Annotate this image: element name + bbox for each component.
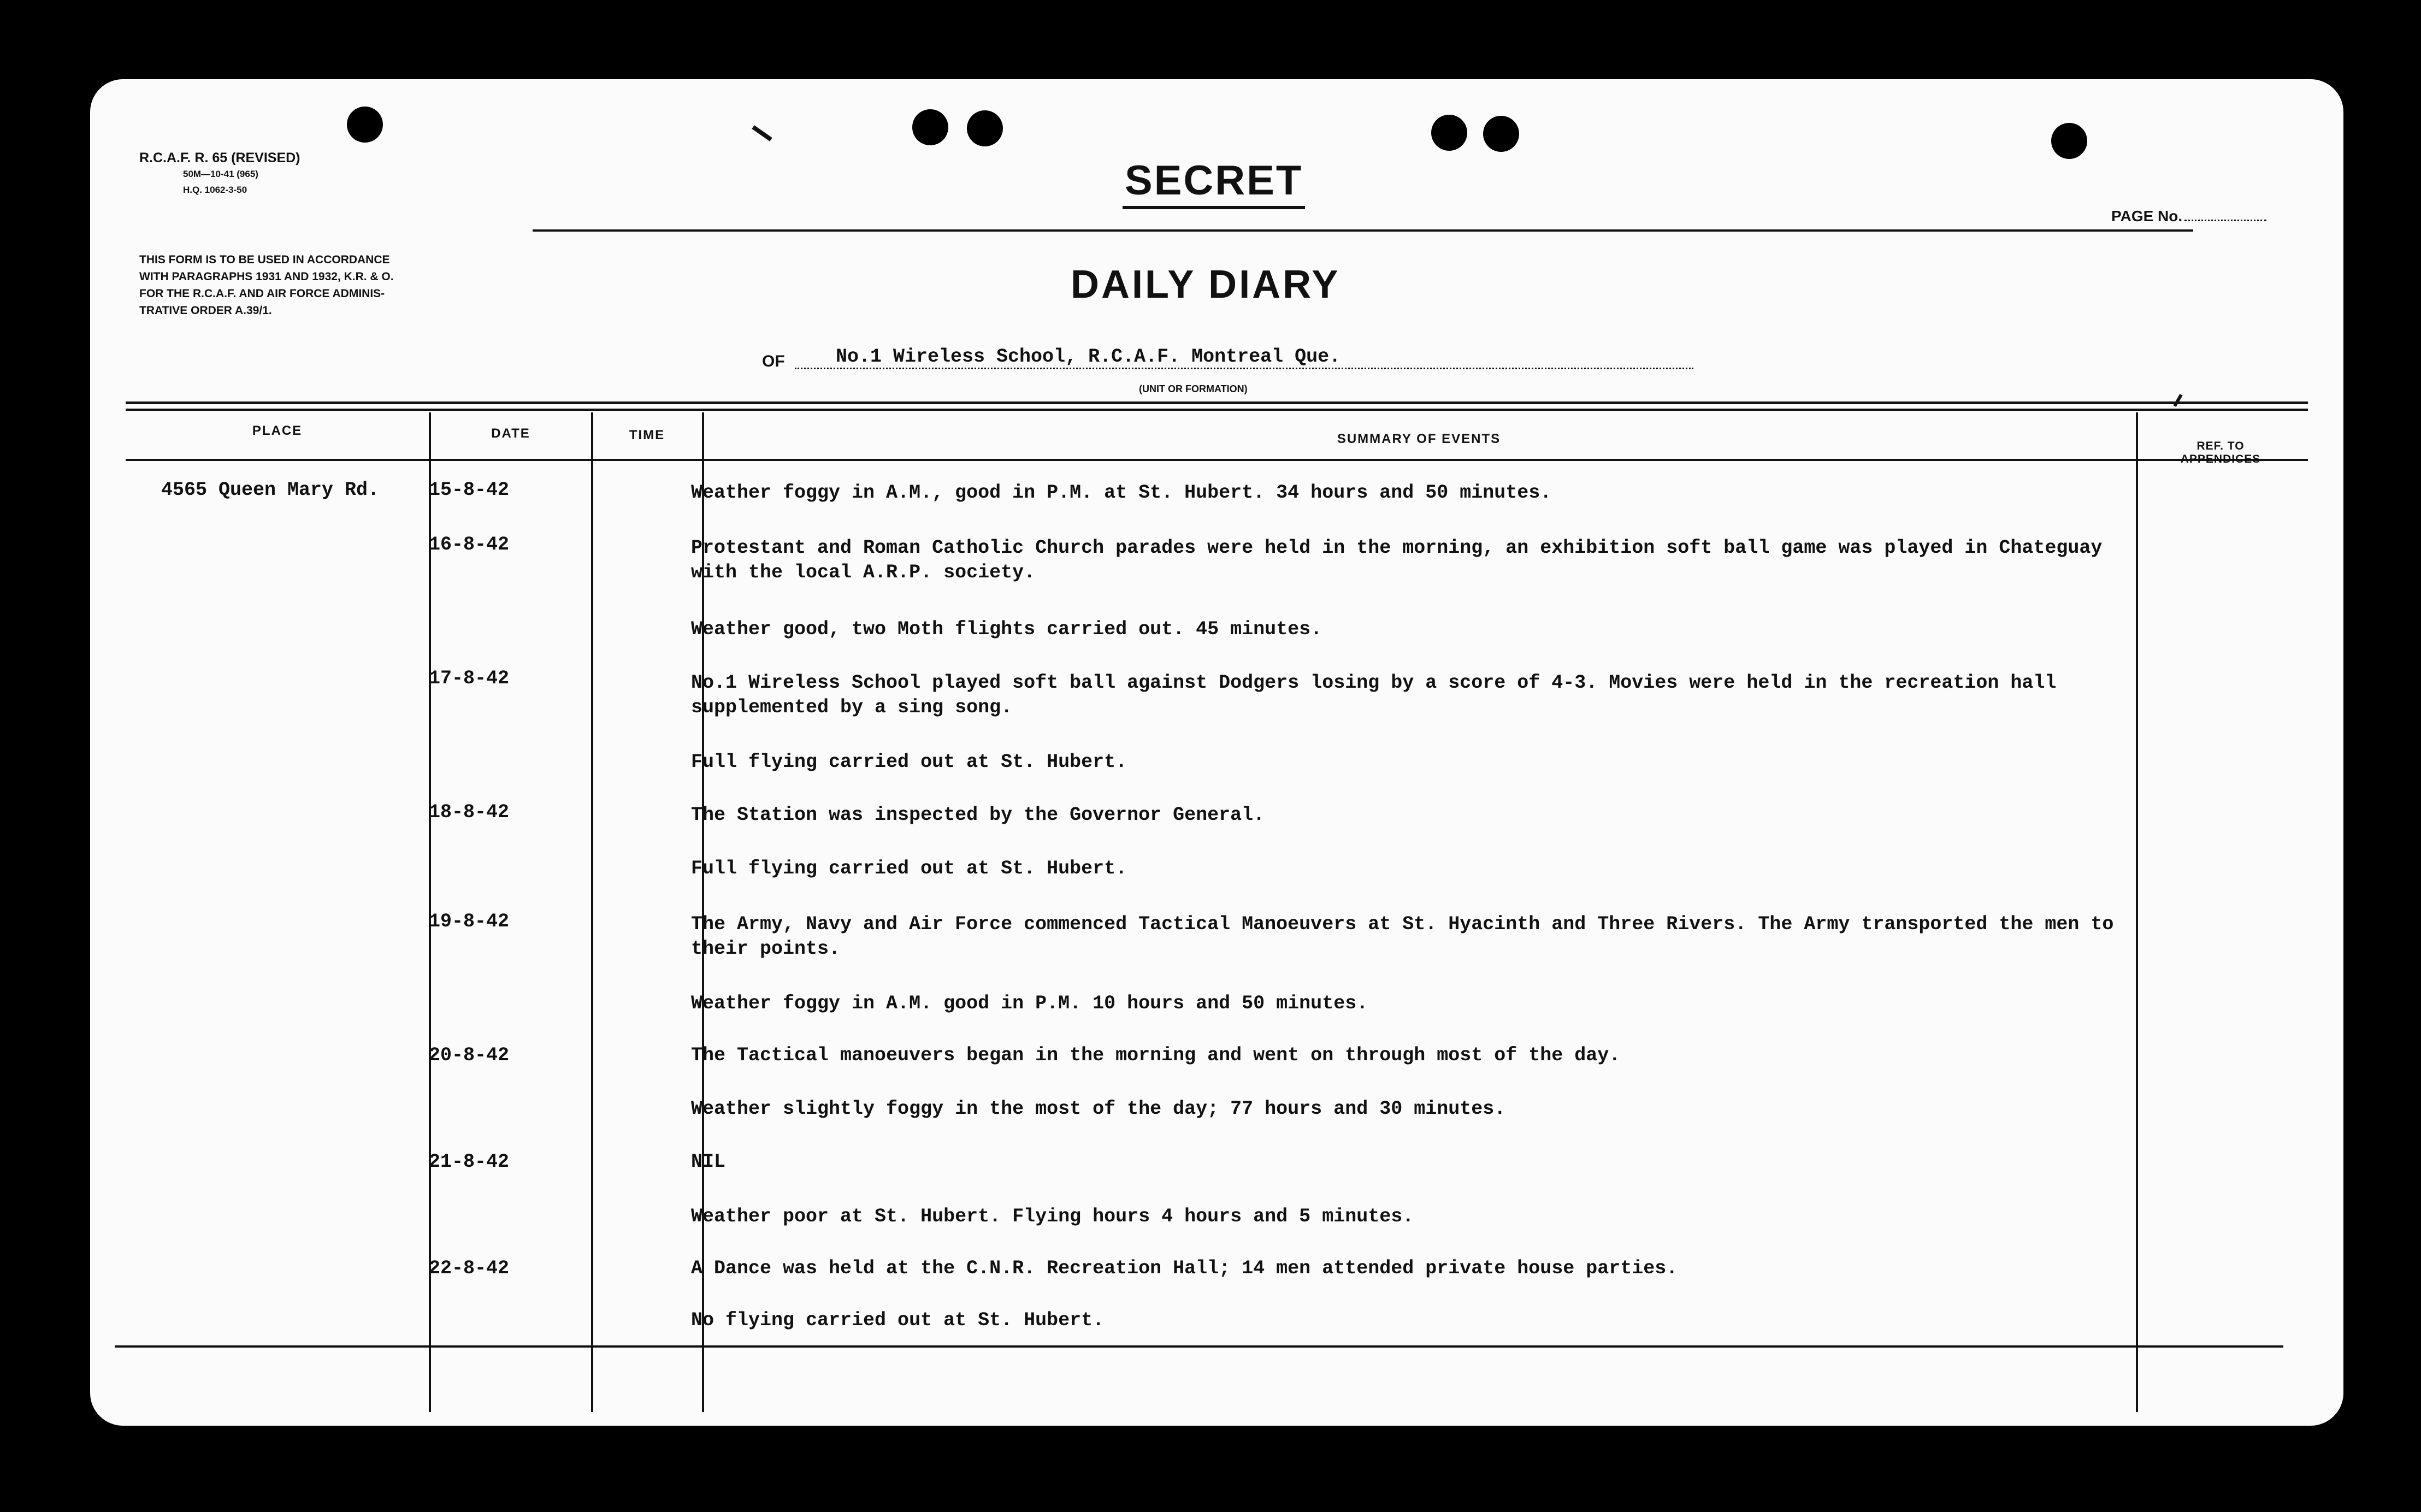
instruction-line: WITH PARAGRAPHS 1931 AND 1932, K.R. & O.	[139, 270, 394, 283]
stray-mark	[752, 125, 772, 141]
diary-form-card	[90, 79, 2343, 1426]
table-bottom-rule	[115, 1345, 2283, 1348]
form-instructions	[139, 251, 554, 319]
entry-text: Weather foggy in A.M. good in P.M. 10 hours and 50 minutes.	[691, 993, 1368, 1014]
column-header-time: TIME	[629, 428, 665, 442]
punch-hole	[347, 107, 383, 143]
table-top-rule	[126, 409, 2308, 411]
unit-field: No.1 Wireless School, R.C.A.F. Montreal Que.	[795, 346, 1693, 369]
page-title: DAILY DIARY	[1071, 263, 1341, 306]
table-top-rule	[126, 401, 2308, 404]
page-number-blank	[2184, 220, 2266, 221]
entry-text: Full flying carried out at St. Hubert.	[691, 858, 1127, 879]
column-header-summary: SUMMARY OF EVENTS	[1337, 432, 1501, 446]
punch-hole	[2051, 123, 2087, 159]
form-code-line: R.C.A.F. R. 65 (REVISED)	[139, 150, 300, 166]
header-rule	[533, 229, 2193, 232]
form-code-line: 50M—10-41 (965)	[183, 169, 258, 179]
entry-text: Weather good, two Moth flights carried out. 45 minutes.	[691, 618, 1322, 640]
entry-text: Weather foggy in A.M., good in P.M. at St. Hubert. 34 hours and 50 minutes.	[691, 482, 1552, 504]
punch-hole	[1431, 115, 1467, 151]
form-code-line: H.Q. 1062-3-50	[183, 185, 247, 195]
entry-date: 22-8-42	[429, 1257, 510, 1279]
entry-date: 17-8-42	[429, 668, 510, 689]
instruction-line: FOR THE R.C.A.F. AND AIR FORCE ADMINIS-	[139, 287, 385, 300]
ref-header-line: REF. TO	[2196, 440, 2245, 452]
instruction-line: THIS FORM IS TO BE USED IN ACCORDANCE	[139, 253, 390, 266]
of-label: OF	[762, 352, 785, 370]
entry-text: Weather slightly foggy in the most of the day; 77 hours and 30 minutes.	[691, 1098, 1506, 1120]
entry-text: Weather poor at St. Hubert. Flying hours 4 hours and 5 minutes.	[691, 1206, 1414, 1227]
entry-text: The Tactical manoeuvers began in the morning and went on through most of the day.	[691, 1044, 1621, 1066]
entry-text: Full flying carried out at St. Hubert.	[691, 751, 1127, 773]
entry-date: 21-8-42	[429, 1151, 510, 1173]
header-bottom-rule	[126, 459, 2308, 461]
column-divider	[591, 412, 593, 1412]
column-header-date: DATE	[491, 426, 530, 441]
form-code	[139, 150, 300, 198]
entry-text: NIL	[691, 1151, 726, 1173]
entry-text: No.1 Wireless School played soft ball against Dodgers losing by a score of 4-3. Movies were held in the recreation hall supplemented by a sing song.	[691, 672, 2057, 718]
entry-text: A Dance was held at the C.N.R. Recreation Hall; 14 men attended private house parties.	[691, 1257, 1678, 1279]
column-header-place: PLACE	[252, 423, 303, 438]
entry-text: The Army, Navy and Air Force commenced Tactical Manoeuvers at St. Hyacinth and Three Rivers. The Army transported the men to their points.	[691, 913, 2114, 960]
column-header-ref	[2139, 440, 2302, 466]
entry-text: Protestant and Roman Catholic Church parades were held in the morning, an exhibition soft ball game was played in Chateguay with the local A.R.P. society.	[691, 537, 2103, 583]
entry-date: 15-8-42	[429, 479, 510, 501]
classification-heading: SECRET	[1123, 156, 1305, 209]
instruction-line: TRATIVE ORDER A.39/1.	[139, 304, 272, 317]
entry-date: 18-8-42	[429, 801, 510, 823]
punch-hole	[1483, 116, 1519, 152]
unit-caption: (UNIT OR FORMATION)	[1139, 383, 1248, 394]
entry-text: No flying carried out at St. Hubert.	[691, 1309, 1105, 1331]
stray-mark	[2173, 394, 2182, 407]
page-number-label: PAGE No.	[2111, 208, 2183, 225]
punch-hole	[967, 110, 1003, 146]
entry-date: 20-8-42	[429, 1044, 510, 1066]
entry-text: The Station was inspected by the Governor General.	[691, 804, 1265, 826]
entry-date: 16-8-42	[429, 534, 510, 556]
ref-header-line: APPENDICES	[2180, 453, 2261, 465]
page-number-field	[2111, 208, 2266, 225]
entry-date: 19-8-42	[429, 911, 510, 932]
entry-place: 4565 Queen Mary Rd.	[161, 479, 380, 501]
punch-hole	[912, 109, 948, 145]
